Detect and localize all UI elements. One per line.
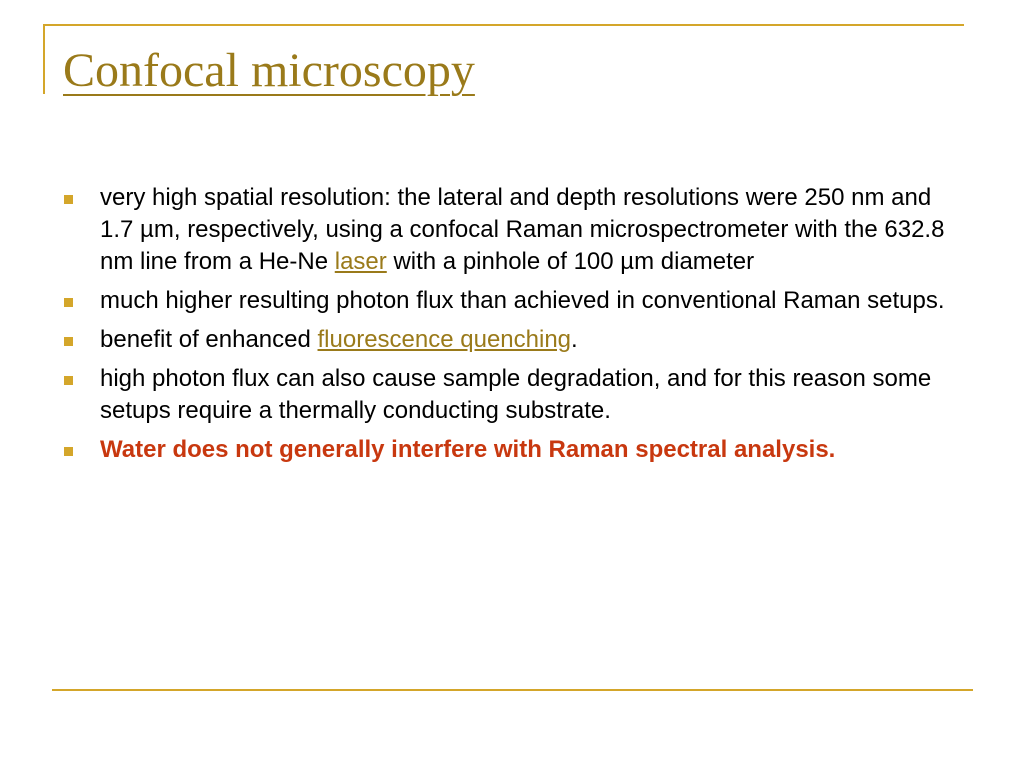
bullet-item-photon-flux — [63, 285, 963, 317]
bullet-item-water — [63, 434, 963, 466]
bullet-list — [63, 182, 963, 473]
fluorescence-quenching-link[interactable]: fluorescence quenching — [317, 326, 572, 353]
bullet-text: high photon flux can also cause sample degradation, and for this reason some setups require a thermally conducting substrate. — [100, 365, 932, 424]
bullet-text: . — [571, 326, 578, 353]
top-border-line — [43, 24, 964, 26]
left-border-line — [43, 24, 45, 94]
square-bullet-icon — [64, 195, 73, 204]
bullet-item-degradation — [63, 363, 963, 427]
laser-link[interactable]: laser — [334, 248, 387, 275]
bullet-text: with a pinhole of 100 µm diameter — [386, 248, 755, 275]
bullet-text: much higher resulting photon flux than achieved in conventional Raman setups. — [100, 287, 945, 314]
square-bullet-icon — [64, 298, 73, 307]
square-bullet-icon — [64, 447, 73, 456]
square-bullet-icon — [64, 337, 73, 346]
bullet-item-fluorescence — [63, 324, 963, 356]
bullet-text: very high spatial resolution: the lateral and depth resolutions were 250 nm and 1.7 µm, respectively, using a confocal Raman microspectrometer with the 632.8 nm line from a He-Ne — [100, 184, 945, 275]
bottom-border-line — [52, 689, 973, 691]
bullet-text: benefit of enhanced — [100, 326, 318, 353]
slide-title: Confocal microscopy — [63, 44, 475, 97]
bullet-text: Water does not generally interfere with Raman spectral analysis. — [100, 436, 836, 463]
bullet-item-resolution — [63, 182, 963, 278]
square-bullet-icon — [64, 376, 73, 385]
